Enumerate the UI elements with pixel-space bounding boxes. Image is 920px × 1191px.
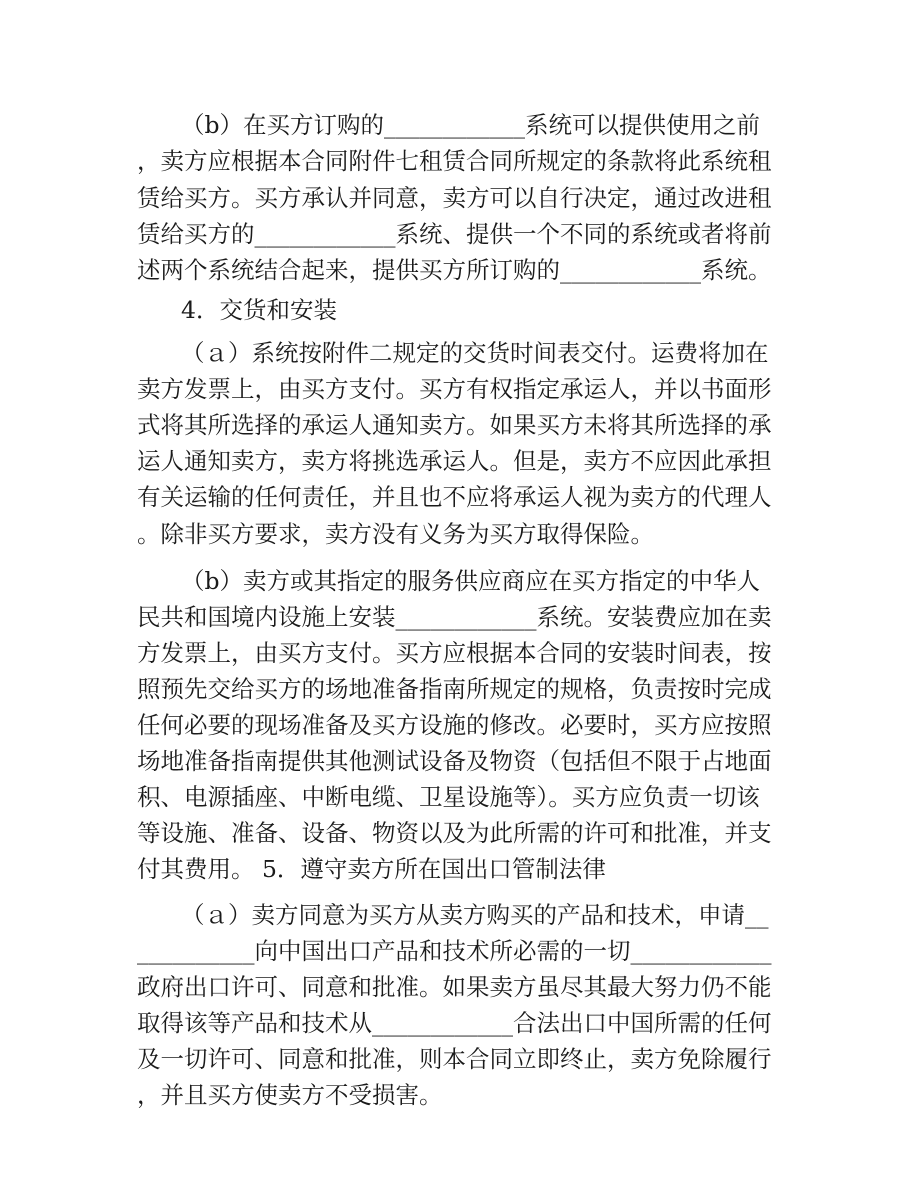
text-line: 运人通知卖方，卖方将挑选承运人。但是，卖方不应因此承担	[137, 447, 772, 475]
text-line: 照预先交给买方的场地准备指南所规定的规格，负责按时完成	[137, 675, 772, 703]
text-line: ，卖方应根据本合同附件七租赁合同所规定的条款将此系统租	[137, 147, 772, 175]
text-line: 方发票上，由买方支付。买方应根据本合同的安装时间表，按	[137, 639, 772, 667]
text-line: 任何必要的现场准备及买方设施的修改。必要时，买方应按照	[137, 711, 772, 739]
text-line: 有关运输的任何责任，并且也不应将承运人视为卖方的代理人	[137, 483, 772, 511]
text-line: （b）在买方订购的____________系统可以提供使用之前	[181, 111, 761, 139]
section-heading-4: 4．交货和安装	[181, 296, 337, 324]
text-line: 积、电源插座、中断电缆、卫星设施等）。买方应负责一切该	[137, 783, 760, 811]
text-line: 卖方发票上，由买方支付。买方有权指定承运人，并以书面形	[137, 375, 772, 403]
text-line: 民共和国境内设施上安装____________系统。安装费应加在卖	[137, 603, 772, 631]
text-line: 式将其所选择的承运人通知卖方。如果买方未将其所选择的承	[137, 411, 772, 439]
text-line: 述两个系统结合起来，提供买方所订购的____________系统。	[137, 256, 772, 284]
text-line: （ａ）系统按附件二规定的交货时间表交付。运费将加在	[181, 339, 769, 367]
text-line: __________向中国出口产品和技术所必需的一切____________	[137, 937, 772, 965]
text-line: 及一切许可、同意和批准，则本合同立即终止，卖方免除履行	[137, 1045, 772, 1073]
text-line: （b）卖方或其指定的服务供应商应在买方指定的中华人	[181, 567, 761, 595]
text-line: （ａ）卖方同意为买方从卖方购买的产品和技术，申请__	[181, 901, 769, 929]
text-line: 赁给买方。买方承认并同意，卖方可以自行决定，通过改进租	[137, 184, 772, 212]
text-line: 赁给买方的____________系统、提供一个不同的系统或者将前	[137, 220, 772, 248]
text-line: 场地准备指南提供其他测试设备及物资（包括但不限于占地面	[137, 747, 772, 775]
text-line: 等设施、准备、设备、物资以及为此所需的许可和批准，并支	[137, 819, 772, 847]
text-line: ，并且买方使卖方不受损害。	[137, 1081, 443, 1109]
text-line: 。除非买方要求，卖方没有义务为买方取得保险。	[137, 520, 654, 548]
text-line: 取得该等产品和技术从____________合法出口中国所需的任何	[137, 1009, 772, 1037]
text-line: 付其费用。 5．遵守卖方所在国出口管制法律	[137, 855, 606, 883]
text-line: 政府出口许可、同意和批准。如果卖方虽尽其最大努力仍不能	[137, 973, 772, 1001]
